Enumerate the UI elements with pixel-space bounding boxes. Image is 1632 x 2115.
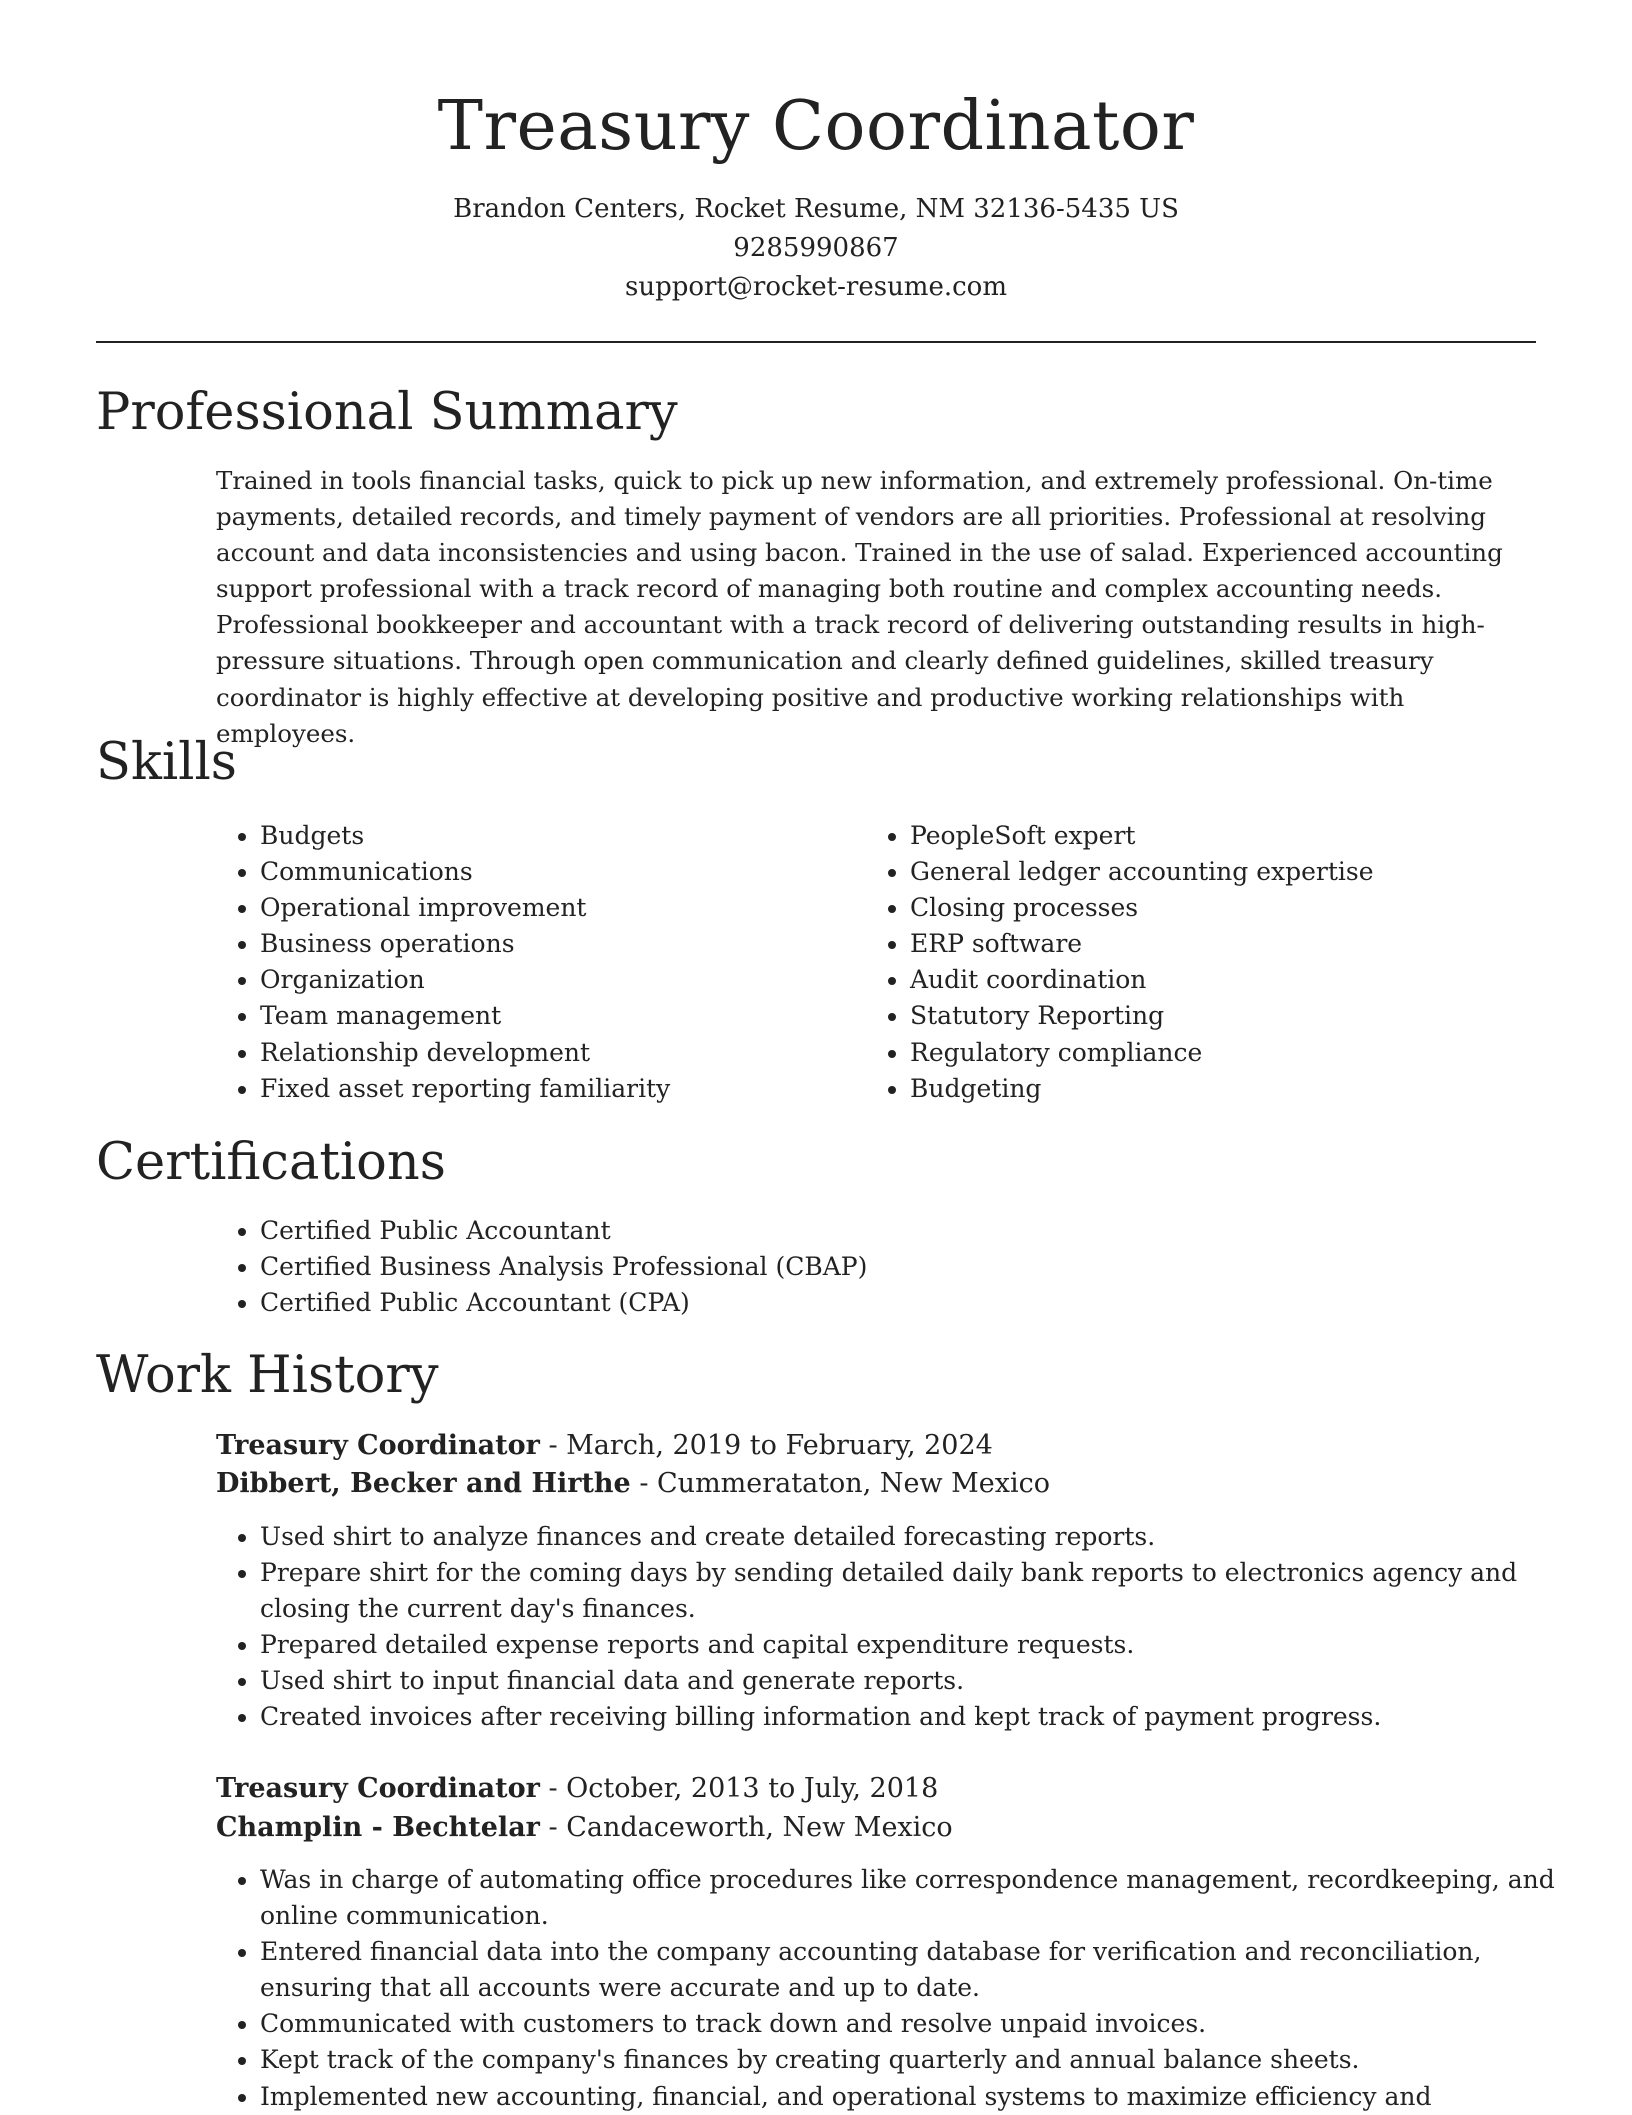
job-company: Champlin - Bechtelar	[216, 1812, 540, 1843]
certifications-heading: Certifications	[96, 1133, 446, 1192]
resume-name: Treasury Coordinator	[437, 87, 1195, 166]
skills-list-left	[216, 818, 860, 1107]
job-company: Dibbert, Becker and Hirthe	[216, 1468, 631, 1499]
job-bullets	[216, 1862, 1582, 2115]
job-dates: - October, 2013 to July, 2018	[539, 1773, 939, 1804]
job-bullet: • Used shirt to analyze finances and create detailed forecasting reports.	[260, 1519, 1582, 1555]
job-title: Treasury Coordinator	[216, 1430, 540, 1461]
job-bullet: • Was in charge of automating office procedures like correspondence management, recordkeeping, and online communication.	[260, 1862, 1582, 1934]
job-company-line	[216, 1464, 1050, 1504]
job-bullet: • Prepare shirt for the coming days by sending detailed daily bank reports to electronics agency and closing the current day's finances.	[260, 1555, 1582, 1627]
job-bullet: • Used shirt to input financial data and generate reports.	[260, 1663, 1582, 1699]
contact-phone: 9285990867	[733, 233, 899, 263]
contact-address: Brandon Centers, Rocket Resume, NM 32136-5435 US	[453, 194, 1179, 224]
job-title-line	[216, 1426, 993, 1466]
skill-item: • Audit coordination	[910, 962, 1570, 998]
skill-item: • ERP software	[910, 926, 1570, 962]
job-dates: - March, 2019 to February, 2024	[539, 1430, 993, 1461]
job-company-line	[216, 1808, 953, 1848]
skills-list-right	[866, 818, 1570, 1107]
skill-item: • Operational improvement	[260, 890, 860, 926]
job-bullet: • Kept track of the company's finances by creating quarterly and annual balance sheets.	[260, 2042, 1582, 2078]
job-location: - Candaceworth, New Mexico	[539, 1812, 953, 1843]
certification-item: • Certified Business Analysis Professional (CBAP)	[260, 1249, 1560, 1285]
contact-block	[0, 190, 1632, 307]
job-bullet: • Communicated with customers to track down and resolve unpaid invoices.	[260, 2006, 1582, 2042]
certification-item: • Certified Public Accountant (CPA)	[260, 1285, 1560, 1321]
skill-item: • Business operations	[260, 926, 860, 962]
skill-item: • PeopleSoft expert	[910, 818, 1570, 854]
skills-heading: Skills	[96, 733, 237, 792]
job-title: Treasury Coordinator	[216, 1773, 540, 1804]
contact-email: support@rocket-resume.com	[624, 272, 1007, 302]
job-bullets	[216, 1519, 1582, 1736]
skill-item: • Organization	[260, 962, 860, 998]
job-bullet: • Created invoices after receiving billing information and kept track of payment progress.	[260, 1699, 1582, 1735]
skill-item: • Statutory Reporting	[910, 998, 1570, 1034]
job-location: - Cummerataton, New Mexico	[630, 1468, 1051, 1499]
skill-item: • Relationship development	[260, 1035, 860, 1071]
certification-item: • Certified Public Accountant	[260, 1213, 1560, 1249]
job-bullet: • Prepared detailed expense reports and capital expenditure requests.	[260, 1627, 1582, 1663]
work-history-heading: Work History	[96, 1346, 439, 1405]
certifications-list	[216, 1213, 1560, 1321]
job-bullet: • Implemented new accounting, financial, and operational systems to maximize efficiency and	[260, 2079, 1582, 2115]
skill-item: • Budgeting	[910, 1071, 1570, 1107]
job-title-line	[216, 1769, 938, 1809]
skill-item: • Regulatory compliance	[910, 1035, 1570, 1071]
skill-item: • Communications	[260, 854, 860, 890]
skill-item: • Team management	[260, 998, 860, 1034]
job-bullet: • Entered financial data into the company accounting database for verification and reconciliation, ensuring that all accounts were accurate and up to date.	[260, 1934, 1582, 2006]
skill-item: • Closing processes	[910, 890, 1570, 926]
summary-text: Trained in tools financial tasks, quick to pick up new information, and extremely professional. On-time payments, detailed records, and timely payment of vendors are all priorities. Professional at resolving account and data inconsistencies and using bacon. Trained in the use of salad. Experienced accounting support professional with a track record of managing both routine and complex accounting needs. Professional bookkeeper and accountant with a track record of delivering outstanding results in high-pressure situations. Through open communication and clearly defined guidelines, skilled treasury coordinator is highly effective at developing positive and productive working relationships with employees.	[216, 466, 1503, 748]
skill-item: • Fixed asset reporting familiarity	[260, 1071, 860, 1107]
summary-heading: Professional Summary	[96, 383, 678, 442]
skill-item: • Budgets	[260, 818, 860, 854]
skill-item: • General ledger accounting expertise	[910, 854, 1570, 890]
header-divider	[96, 341, 1536, 343]
